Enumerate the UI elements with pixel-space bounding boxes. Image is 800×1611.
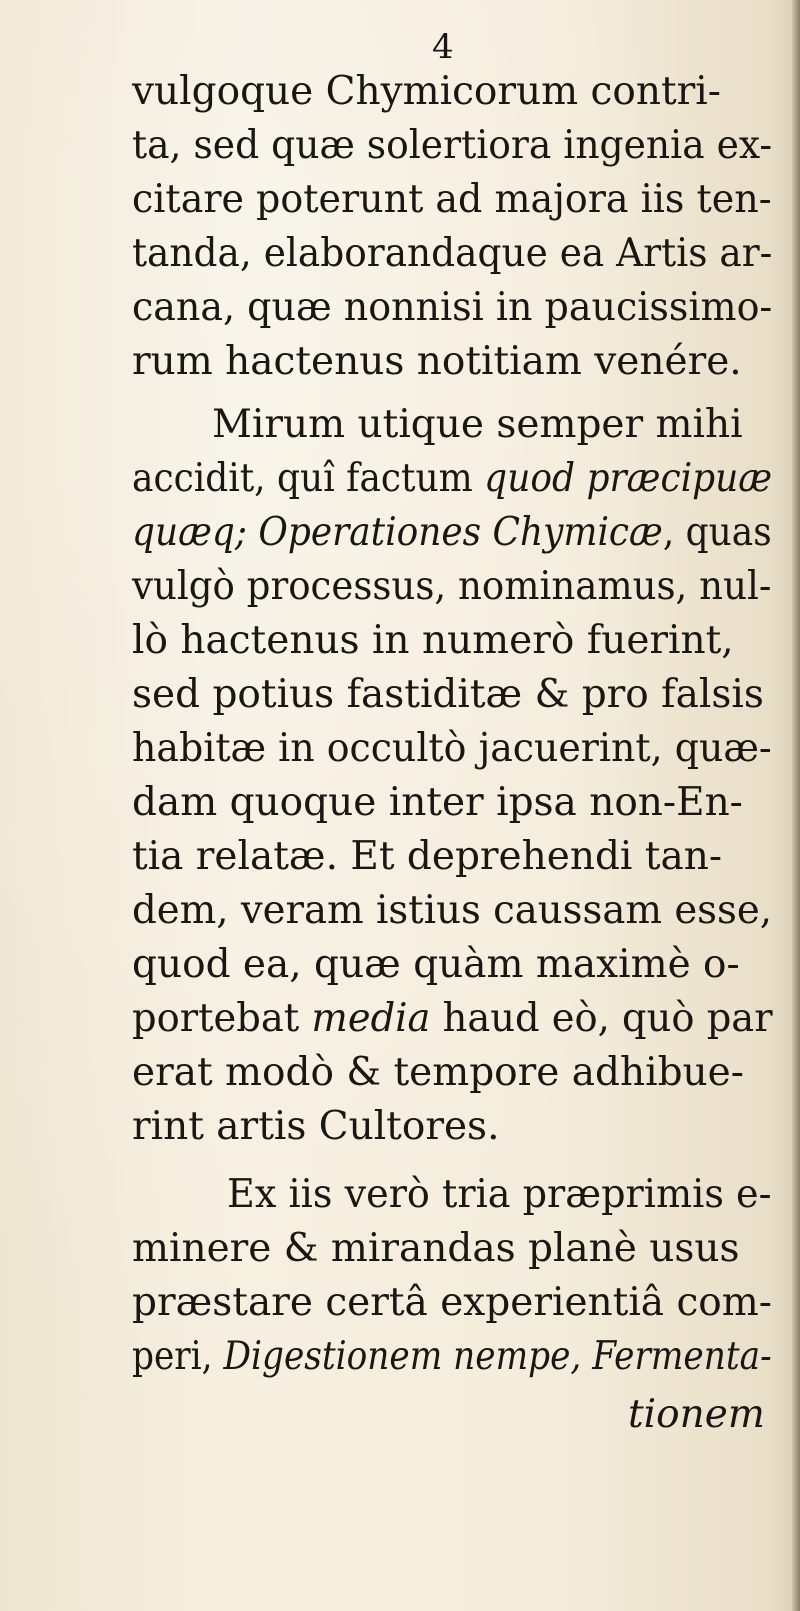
- text-line: dam quoque inter ipsa non-En-: [132, 780, 743, 825]
- text-line: lò hactenus in numerò fuerint,: [132, 618, 734, 663]
- text-span: haud eò, quò par: [430, 996, 773, 1041]
- text-line: citare poterunt ad majora iis ten-: [132, 177, 772, 222]
- text-line: vulgò processus, nominamus, nul-: [132, 564, 772, 609]
- text-line: habitæ in occultò jacuerint, quæ-: [132, 726, 772, 771]
- text-line: rint artis Cultores.: [132, 1104, 500, 1149]
- text-line: vulgoque Chymicorum contri-: [132, 69, 721, 114]
- italic-span: quæq; Operationes Chymicæ: [132, 510, 663, 555]
- catchword: tionem: [628, 1392, 765, 1437]
- text-line: cana, quæ nonnisi in paucissimo-: [132, 285, 773, 330]
- text-line: ta, sed quæ solertiora ingenia ex-: [132, 123, 773, 168]
- text-line: rum hactenus notitiam venére.: [132, 339, 742, 384]
- paragraph-first-line: Ex iis verò tria præprimis e-: [227, 1172, 772, 1217]
- text-line: dem, veram istius caussam esse,: [132, 888, 773, 933]
- italic-span: quod præcipuæ: [484, 456, 773, 501]
- italic-span: media: [311, 996, 431, 1041]
- page-number: 4: [432, 27, 454, 67]
- text-line: tanda, elaborandaque ea Artis ar-: [132, 231, 773, 276]
- text-line: [132, 510, 772, 555]
- paragraph-first-line: Mirum utique semper mihi: [212, 402, 743, 447]
- italic-span: Digestionem nempe, Fermenta-: [223, 1334, 772, 1379]
- text-span: portebat: [132, 996, 312, 1041]
- text-line: [132, 1334, 772, 1379]
- text-span: accidit, quî factum: [132, 456, 485, 501]
- text-line: erat modò & tempore adhibue-: [132, 1050, 744, 1095]
- text-line: quod ea, quæ quàm maximè o-: [132, 942, 740, 987]
- text-span: peri,: [132, 1334, 224, 1379]
- text-span: , quas: [662, 510, 772, 555]
- text-line: præstare certâ experientiâ com-: [132, 1280, 772, 1325]
- text-line: sed potius fastiditæ & pro falsis: [132, 672, 764, 717]
- text-line: [132, 996, 773, 1041]
- page-gutter-shadow: [792, 0, 800, 1611]
- text-line: minere & mirandas planè usus: [132, 1226, 740, 1271]
- text-line: [132, 456, 773, 501]
- text-line: tia relatæ. Et deprehendi tan-: [132, 834, 723, 879]
